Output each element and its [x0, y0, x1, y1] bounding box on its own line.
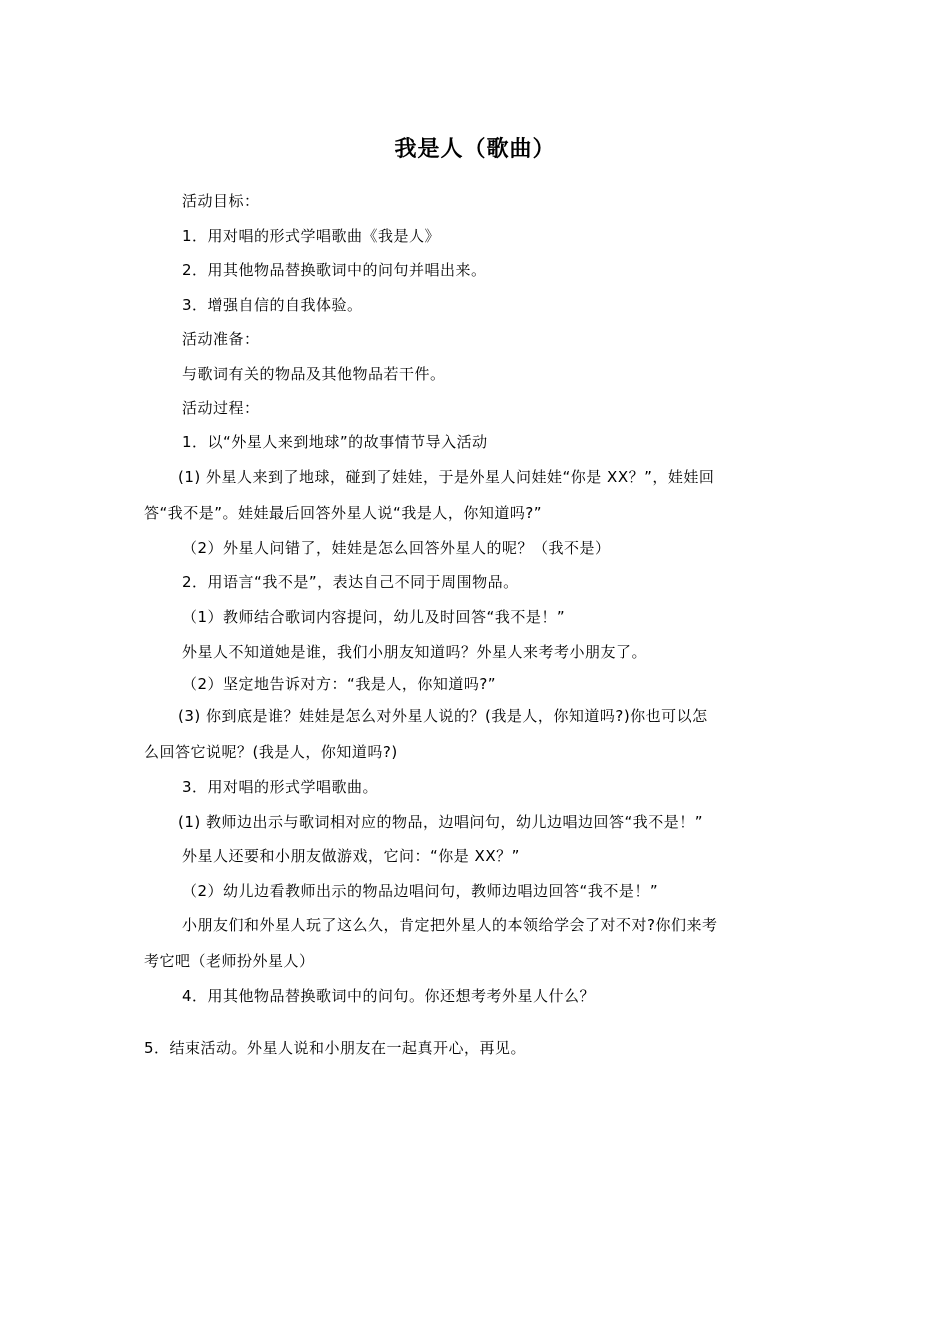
paragraph-line: 外星人不知道她是谁，我们小朋友知道吗？外星人来考考小朋友了。 [182, 643, 648, 661]
paragraph-line: 小朋友们和外星人玩了这么久，肯定把外星人的本领给学会了对不对?你们来考 [182, 916, 718, 934]
paragraph-line: 考它吧（老师扮外星人） [144, 952, 315, 970]
paragraph-line: 3．增强自信的自我体验。 [182, 296, 363, 314]
section-heading-preparation: 活动准备： [182, 330, 260, 348]
paragraph-line: 2．用其他物品替换歌词中的问句并唱出来。 [182, 261, 487, 279]
paragraph-line: （2）坚定地告诉对方：“我是人，你知道吗?” [182, 675, 497, 693]
paragraph-line: 4．用其他物品替换歌词中的问句。你还想考考外星人什么？ [182, 987, 596, 1005]
paragraph-line: (3) 你到底是谁？娃娃是怎么对外星人说的？(我是人，你知道吗?)你也可以怎 [178, 707, 708, 725]
paragraph-line: (1) 外星人来到了地球，碰到了娃娃，于是外星人问娃娃“你是 XX？”，娃娃回 [178, 468, 715, 486]
section-heading-process: 活动过程： [182, 399, 260, 417]
paragraph-line: （2）外星人问错了，娃娃是怎么回答外星人的呢？（我不是） [182, 539, 611, 557]
paragraph-line: 5．结束活动。外星人说和小朋友在一起真开心，再见。 [144, 1039, 527, 1057]
paragraph-line: 与歌词有关的物品及其他物品若干件。 [182, 365, 446, 383]
paragraph-line: 3．用对唱的形式学唱歌曲。 [182, 778, 379, 796]
document-title: 我是人（歌曲） [394, 137, 556, 162]
paragraph-line: 么回答它说呢？(我是人，你知道吗?) [144, 743, 398, 761]
paragraph-line: （2）幼儿边看教师出示的物品边唱问句，教师边唱边回答“我不是！” [182, 882, 659, 900]
paragraph-line: (1) 教师边出示与歌词相对应的物品，边唱问句，幼儿边唱边回答“我不是！” [178, 813, 704, 831]
section-heading-goals: 活动目标： [182, 192, 260, 210]
paragraph-line: 1．以“外星人来到地球”的故事情节导入活动 [182, 433, 488, 451]
paragraph-line: 答“我不是”。娃娃最后回答外星人说“我是人，你知道吗?” [144, 504, 543, 522]
paragraph-line: （1）教师结合歌词内容提问，幼儿及时回答“我不是！” [182, 608, 566, 626]
paragraph-line: 2．用语言“我不是”，表达自己不同于周围物品。 [182, 573, 519, 591]
paragraph-line: 外星人还要和小朋友做游戏，它问：“你是 XX？” [182, 847, 520, 865]
paragraph-line: 1．用对唱的形式学唱歌曲《我是人》 [182, 227, 441, 245]
